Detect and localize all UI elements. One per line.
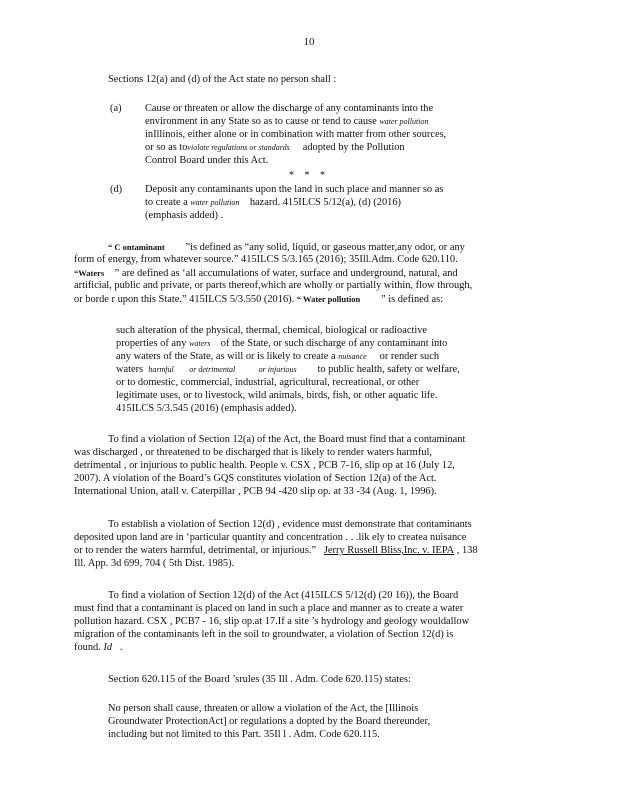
p2-line-1: To find a violation of Section 12(a) of the Act, the Board must find that a contaminant xyxy=(108,434,466,445)
intro-text: Sections 12(a) and (d) of the Act state no person shall : xyxy=(108,74,337,85)
page-number: 10 xyxy=(303,36,315,48)
quote-line-7: 415ILCS 5/3.545 (2016) (emphasis added). xyxy=(116,403,297,414)
quote-line-6: legitimate uses, or to livestock, wild animals, birds, fish, or other aquatic life. xyxy=(116,390,438,401)
p3-line-1: To establish a violation of Section 12(d) , evidence must demonstrate that contaminants xyxy=(108,519,472,530)
p4-line-1: To find a violation of Section 12(d) of the Act (415ILCS 5/12(d) (20 16)), the Board xyxy=(108,590,459,601)
p3-line-4: Ill. App. 3d 699, 704 ( 5th Dist. 1985). xyxy=(74,558,235,569)
item-a-line-3: inIllinois, either alone or in combination with matter from other sources, xyxy=(145,129,447,140)
p6-line-2: Groundwater ProtectionAct] or regulations a dopted by the Board thereunder, xyxy=(108,716,431,727)
case-citation-link: Jerry Russell Bliss,Inc. v. IEPA xyxy=(323,545,455,556)
p1-line-1: “ C ontaminant ”is defined as “any solid, liquid, or gaseous matter,any odor, or any xyxy=(108,242,465,253)
p4-line-5: found. Id . xyxy=(74,642,123,653)
quote-line-4: waters harmful or detrimental or injurious to public health, safety or welfare, xyxy=(116,364,460,375)
p1-line-5: or borde r upon this State.” 415ILCS 5/3.550 (2016). “ Water pollution ” is defined as: xyxy=(74,294,444,305)
p1-line-3: “Waters ” are defined as ‘all accumulations of water, surface and underground, natural, and xyxy=(74,268,458,279)
p4-line-3: pollution hazard. CSX , PCB7 - 16, slip op.at 17.If a site ’s hydrology and geology wouldallow xyxy=(74,616,470,627)
p2-line-3: detrimental , or injurious to public health. People v. CSX , PCB 7-16, slip op at 16 (July 12, xyxy=(74,460,455,471)
item-a-line-5: Control Board under this Act. xyxy=(145,155,269,166)
p4-line-4: migration of the contaminants left in the soil to groundwater, a violation of Section 12(d) is xyxy=(74,629,454,640)
p3-line-3: or to render the waters harmful, detrimental, or injurious.” Jerry Russell Bliss,Inc. v. IEPA , 138 xyxy=(74,545,478,556)
quote-line-3: any waters of the State, as will or is likely to create a nuisance or render such xyxy=(116,351,440,362)
p6-line-3: including but not limited to this Part. 35Il l . Adm. Code 620.115. xyxy=(108,729,380,740)
quote-line-5: or to domestic, commercial, industrial, agricultural, recreational, or other xyxy=(116,377,420,388)
p2-line-4: 2007). A violation of the Board’s GQS constitutes violation of Section 12(a) of the Act. xyxy=(74,473,437,484)
p6-line-1: No person shall cause, threaten or allow a violation of the Act, the [Illinois xyxy=(108,703,419,714)
ellipsis-stars: * * * xyxy=(289,170,329,181)
item-a-line-2: environment in any State so as to cause or tend to cause water pollution xyxy=(145,116,429,127)
p3-line-2: deposited upon land are in ‘particular quantity and concentration . . .lik ely to createa nuisance xyxy=(74,532,467,543)
quote-line-1: such alteration of the physical, thermal, chemical, biological or radioactive xyxy=(116,325,428,336)
p1-line-4: artificial, public and private, or parts thereof,which are wholly or partially within, flow through, xyxy=(74,280,473,291)
quote-line-2: properties of any waters of the State, or such discharge of any contaminant into xyxy=(116,338,448,349)
p5-text: Section 620.115 of the Board ’srules (35 Ill . Adm. Code 620.115) states: xyxy=(108,674,411,685)
item-a-line-4: or so as toviolate regulations or standards adopted by the Pollution xyxy=(145,142,405,153)
p2-line-2: was discharged , or threatened to be discharged that is likely to render waters harmful, xyxy=(74,447,432,458)
item-a-label: (a) xyxy=(110,103,122,114)
item-d-line-2: to create a water pollution hazard. 415ILCS 5/12(a), (d) (2016) xyxy=(145,197,402,208)
item-d-line-1: Deposit any contaminants upon the land in such place and manner so as xyxy=(145,184,444,195)
item-a-line-1: Cause or threaten or allow the discharge of any contaminants into the xyxy=(145,103,434,114)
p2-line-5: International Union, atall v. Caterpillar , PCB 94 -420 slip op. at 33 -34 (Aug. 1, 1996). xyxy=(74,486,437,497)
item-d-line-3: (emphasis added) . xyxy=(145,210,224,221)
p1-line-2: form of energy, from whatever source.” 415ILCS 5/3.165 (2016); 35Ill.Adm. Code 620.110. xyxy=(74,254,458,265)
p4-line-2: must find that a contaminant is placed on land in such a place and manner as to create a water xyxy=(74,603,464,614)
item-d-label: (d) xyxy=(110,184,123,195)
